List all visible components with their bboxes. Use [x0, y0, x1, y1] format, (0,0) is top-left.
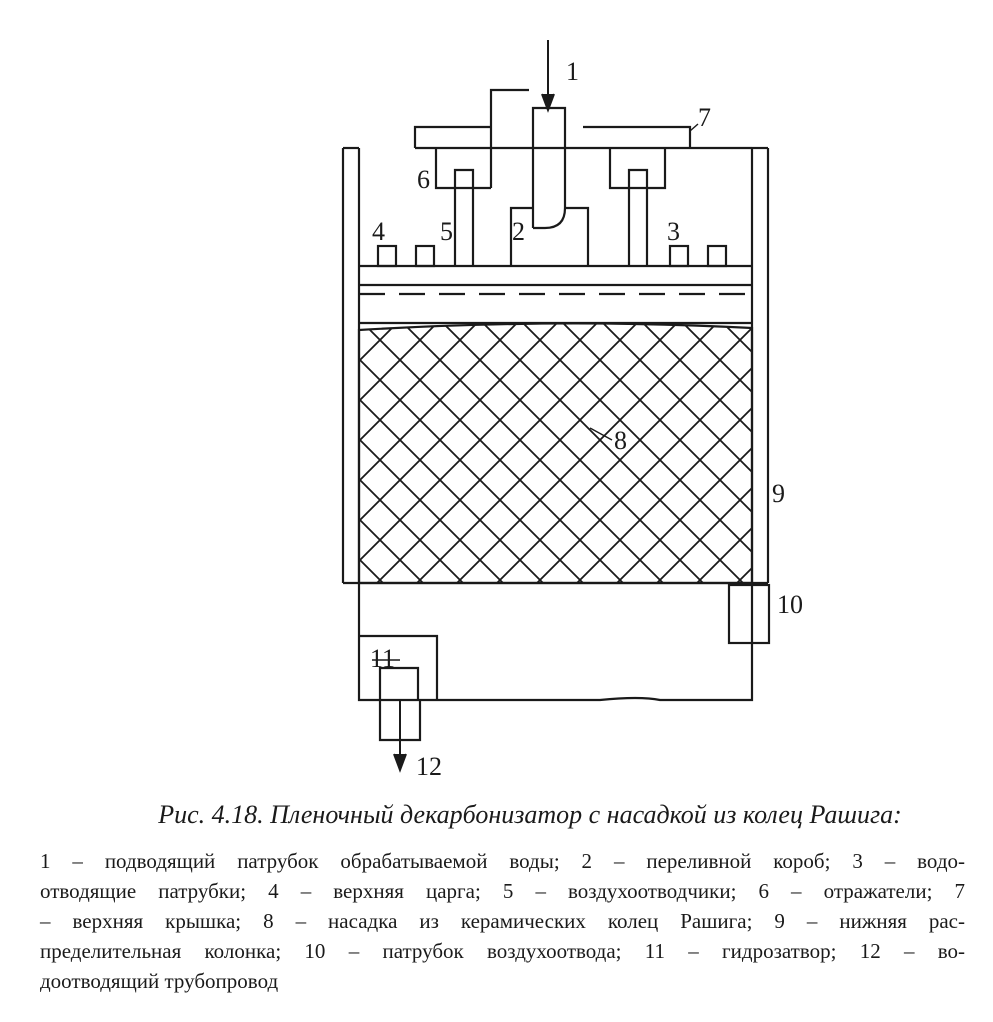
- figure-legend: [40, 846, 965, 996]
- legend-line: отводящие патрубки; 4 – верхняя царга; 5 – воздухоотводчики; 6 – отражатели; 7: [40, 879, 965, 903]
- inlet-pipe: [533, 108, 565, 228]
- inlet-arrow: [542, 40, 554, 110]
- air-vent-pipes: [455, 170, 647, 266]
- figure-caption: Рис. 4.18. Пленочный декарбонизатор с насадкой из колец Рашига:: [158, 800, 902, 829]
- leader-7: [690, 124, 698, 131]
- label-9: 9: [772, 479, 785, 508]
- label-3: 3: [667, 217, 680, 246]
- reflector-right: [610, 148, 665, 188]
- legend-line: 1 – подводящий патрубок обрабатываемой воды; 2 – переливной короб; 3 – водо-: [40, 849, 965, 873]
- legend-line: пределительная колонка; 10 – патрубок воздухоотвода; 11 – гидрозатвор; 12 – во-: [40, 939, 965, 963]
- label-10: 10: [777, 590, 803, 619]
- legend-line: – верхняя крышка; 8 – насадка из керамических колец Рашига; 9 – нижняя рас-: [40, 909, 965, 933]
- reflector-left: [436, 90, 529, 188]
- label-6: 6: [417, 165, 430, 194]
- label-11: 11: [370, 644, 396, 673]
- legend-line: доотводящий трубопровод: [40, 969, 279, 993]
- label-5: 5: [440, 217, 453, 246]
- raschig-packing: [359, 323, 752, 583]
- air-outlet-pipe: [729, 585, 769, 643]
- water-outlet-stubs: [378, 246, 726, 266]
- distribution-plate: [359, 266, 752, 323]
- label-7: 7: [698, 103, 711, 132]
- label-8: 8: [614, 426, 627, 455]
- label-1: 1: [566, 57, 579, 86]
- outlet-arrow: [394, 700, 406, 770]
- label-2: 2: [512, 217, 525, 246]
- label-12: 12: [416, 752, 442, 781]
- label-4: 4: [372, 217, 385, 246]
